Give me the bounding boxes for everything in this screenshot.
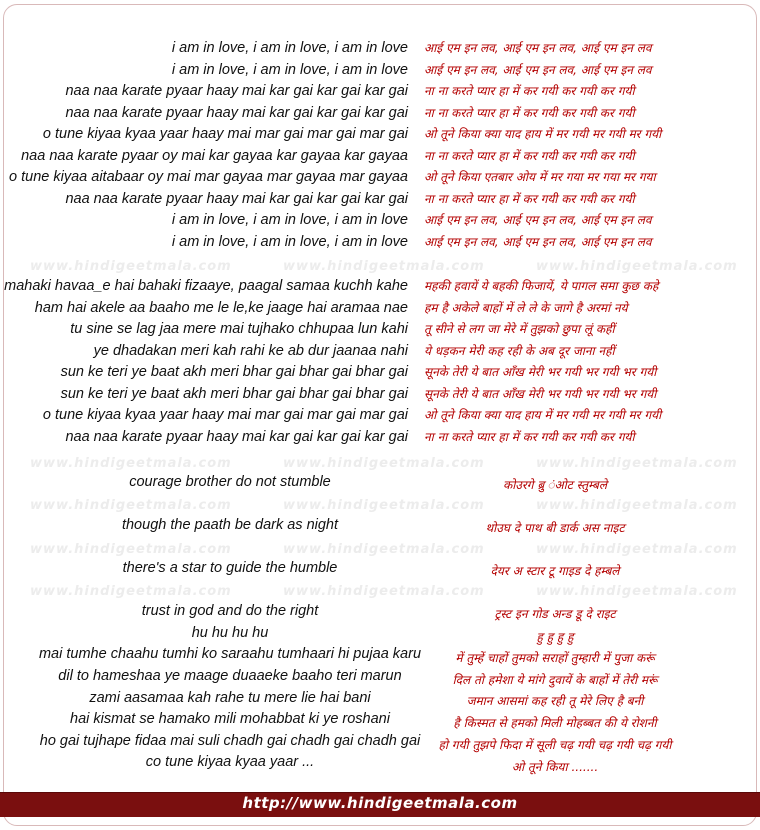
lyric-row [0, 405, 760, 427]
hindi-lyric: ना ना करते प्यार हा में कर गयी कर गयी कर गयी [424, 191, 635, 206]
hindi-lyric: थोउघ दे पाथ बी डार्क अस नाइट [485, 521, 625, 535]
hindi-lyric: कोउरगे ब्रु ंओट स्तुम्बले [502, 478, 607, 492]
watermark-text: www.hindigeetmala.com [536, 584, 738, 599]
hindi-lyric: सूनके तेरी ये बात आँख मेरी भर गयी भर गयी भर गयी [424, 386, 657, 401]
lyric-row [0, 60, 760, 82]
watermark-row [0, 584, 760, 602]
hindi-lyric: हु हु हु हु [536, 630, 574, 644]
stanza-1 [0, 38, 760, 253]
hindi-lyric: हो गयी तुझपे फिदा में सूली चढ़ गयी चढ़ गयी चढ़ गयी [438, 738, 672, 752]
hindi-lyric: आई एम इन लव, आई एम इन लव, आई एम इन लव [424, 62, 652, 77]
english-lyric: naa naa karate pyaar haay mai kar gai kar gai kar gai [65, 190, 408, 207]
watermark-text: www.hindigeetmala.com [536, 456, 738, 471]
english-lyric: hai kismat se hamako mili mohabbat ki ye roshani [70, 711, 390, 727]
watermark-text: www.hindigeetmala.com [283, 456, 485, 471]
lyric-row [0, 81, 760, 103]
lyric-row [0, 167, 760, 189]
english-lyric: mahaki havaa_e hai bahaki fizaaye, paagal samaa kuchh kahe [4, 278, 408, 294]
watermark-text: www.hindigeetmala.com [30, 498, 232, 513]
watermark-text: www.hindigeetmala.com [283, 542, 485, 557]
hindi-lyric: ना ना करते प्यार हा में कर गयी कर गयी कर गयी [424, 429, 635, 444]
english-lyric: naa naa karate pyaar haay mai kar gai kar gai kar gai [65, 83, 408, 99]
english-lyric: naa naa karate pyaar haay mai kar gai kar gai kar gai [65, 428, 408, 445]
hindi-lyric: आई एम इन लव, आई एम इन लव, आई एम इन लव [424, 41, 652, 55]
footer-bar [0, 792, 760, 817]
watermark-text: www.hindigeetmala.com [283, 259, 485, 274]
watermark-text: www.hindigeetmala.com [283, 498, 485, 513]
english-lyric: ye dhadakan meri kah rahi ke ab dur jaanaa nahi [93, 342, 408, 359]
hindi-lyric: देयर अ स्टार टू गाइड दे हम्बले [490, 564, 620, 578]
hindi-lyric: ओ तूने किया एतबार ओय में मर गया मर गया मर गया [424, 170, 656, 184]
hindi-lyric: जमान आसमां कह रही तू मेरे लिए है बनी [466, 694, 644, 708]
english-lyric: there's a star to guide the humble [122, 560, 338, 576]
english-lyric: naa naa karate pyaar haay mai kar gai kar gai kar gai [65, 104, 408, 121]
english-lyric: dil to hameshaa ye maage duaaeke baaho teri marun [58, 668, 402, 684]
english-lyric: sun ke teri ye baat akh meri bhar gai bhar gai bhar gai [60, 385, 408, 402]
watermark-text: www.hindigeetmala.com [536, 542, 738, 557]
hindi-lyric: हम है अकेले बाहों में ले ले के जागे है अरमां नये [424, 300, 628, 315]
english-lyric: i am in love, i am in love, i am in love [171, 212, 408, 228]
watermark-text: www.hindigeetmala.com [536, 498, 738, 513]
hindi-lyric: आई एम इन लव, आई एम इन लव, आई एम इन लव [424, 234, 652, 249]
english-lyric: i am in love, i am in love, i am in love [171, 61, 408, 78]
english-lyric: tu sine se lag jaa mere mai tujhako chhupaa lun kahi [70, 321, 408, 337]
hindi-lyric: ये धड़कन मेरी कह रही के अब दूर जाना नहीं [424, 343, 615, 358]
english-lyric: ho gai tujhape fidaa mai suli chadh gai chadh gai chadh gai [39, 733, 421, 749]
watermark-row [0, 259, 760, 277]
hindi-lyric: ना ना करते प्यार हा में कर गयी कर गयी कर गयी [424, 84, 635, 98]
english-lyric: i am in love, i am in love, i am in love [171, 40, 408, 56]
stanza-2 [0, 276, 760, 448]
hindi-lyric: ओ तूने किया क्या याद हाय में मर गयी मर गयी मर गयी [424, 127, 662, 141]
watermark-row [0, 542, 760, 560]
lyric-row [0, 362, 760, 384]
english-lyric: ham hai akele aa baaho me le le,ke jaage hai aramaa nae [34, 299, 408, 316]
hindi-lyric: ट्रस्ट इन गोड अन्ड डू दे राइट [494, 607, 616, 621]
lyric-row [0, 298, 760, 320]
watermark-row [0, 456, 760, 474]
hindi-lyric: ना ना करते प्यार हा में कर गयी कर गयी कर गयी [424, 148, 635, 163]
lyric-row [0, 124, 760, 146]
hindi-lyric: ओ तूने किया क्या याद हाय में मर गयी मर गयी मर गयी [424, 408, 662, 422]
lyric-row [0, 427, 760, 449]
watermark-text: www.hindigeetmala.com [30, 456, 232, 471]
lyric-row [0, 189, 760, 211]
hindi-lyric: सूनके तेरी ये बात आँख मेरी भर गयी भर गयी भर गयी [424, 365, 657, 379]
english-lyric: courage brother do not stumble [129, 474, 331, 490]
watermark-text: www.hindigeetmala.com [536, 259, 738, 274]
hindi-lyric: आई एम इन लव, आई एम इन लव, आई एम इन लव [424, 213, 652, 227]
hindi-lyric: ओ तूने किया ....... [511, 760, 599, 774]
hindi-lyric: महकी हवायें ये बहकी फिजायें, ये पागल समा कुछ कहे [424, 279, 659, 293]
english-lyric: o tune kiyaa kyaa yaar haay mai mar gai mar gai mar gai [42, 126, 408, 142]
english-lyric: though the paath be dark as night [121, 517, 339, 533]
hindi-lyric: तू सीने से लग जा मेरे में तुझको छुपा लूं कहीं [424, 322, 615, 336]
lyric-row [0, 341, 760, 363]
watermark-text: www.hindigeetmala.com [283, 584, 485, 599]
lyric-row [0, 103, 760, 125]
lyric-row [0, 232, 760, 254]
english-lyric: trust in god and do the right [141, 603, 319, 619]
footer-url-link[interactable]: http://www.hindigeetmala.com [242, 794, 518, 812]
watermark-text: www.hindigeetmala.com [30, 584, 232, 599]
english-lyric: o tune kiyaa aitabaar oy mai mar gayaa mar gayaa mar gayaa [9, 169, 408, 185]
lyric-row [0, 319, 760, 341]
watermark-row [0, 498, 760, 516]
lyric-row [0, 276, 760, 298]
english-lyric: co tune kiyaa kyaa yaar ... [145, 754, 315, 770]
hindi-lyric: ना ना करते प्यार हा में कर गयी कर गयी कर गयी [424, 105, 635, 120]
hindi-lyric: में तुम्हें चाहों तुमको सराहों तुम्हारी में पुजा करूं [455, 651, 655, 665]
english-lyric: naa naa karate pyaar oy mai kar gayaa kar gayaa kar gayaa [21, 147, 408, 164]
watermark-text: www.hindigeetmala.com [30, 542, 232, 557]
lyric-row [0, 210, 760, 232]
english-lyric: sun ke teri ye baat akh meri bhar gai bhar gai bhar gai [60, 364, 408, 380]
hindi-lyric: दिल तो हमेशा ये मांगे दुवायें के बाहों में तेरी मरूं [452, 673, 658, 687]
lyric-row [0, 146, 760, 168]
watermark-text: www.hindigeetmala.com [30, 259, 232, 274]
english-lyric: zami aasamaa kah rahe tu mere lie hai bani [89, 690, 371, 706]
english-lyric: hu hu hu hu [191, 625, 269, 641]
lyric-row [0, 384, 760, 406]
english-lyric: o tune kiyaa kyaa yaar haay mai mar gai mar gai mar gai [42, 407, 408, 423]
hindi-lyric: है किस्मत से हमको मिली मोहब्बत की ये रोशनी [453, 716, 657, 730]
english-lyric: mai tumhe chaahu tumhi ko saraahu tumhaari hi pujaa karu [38, 646, 422, 662]
english-lyric: i am in love, i am in love, i am in love [171, 233, 408, 250]
lyric-row [0, 38, 760, 60]
